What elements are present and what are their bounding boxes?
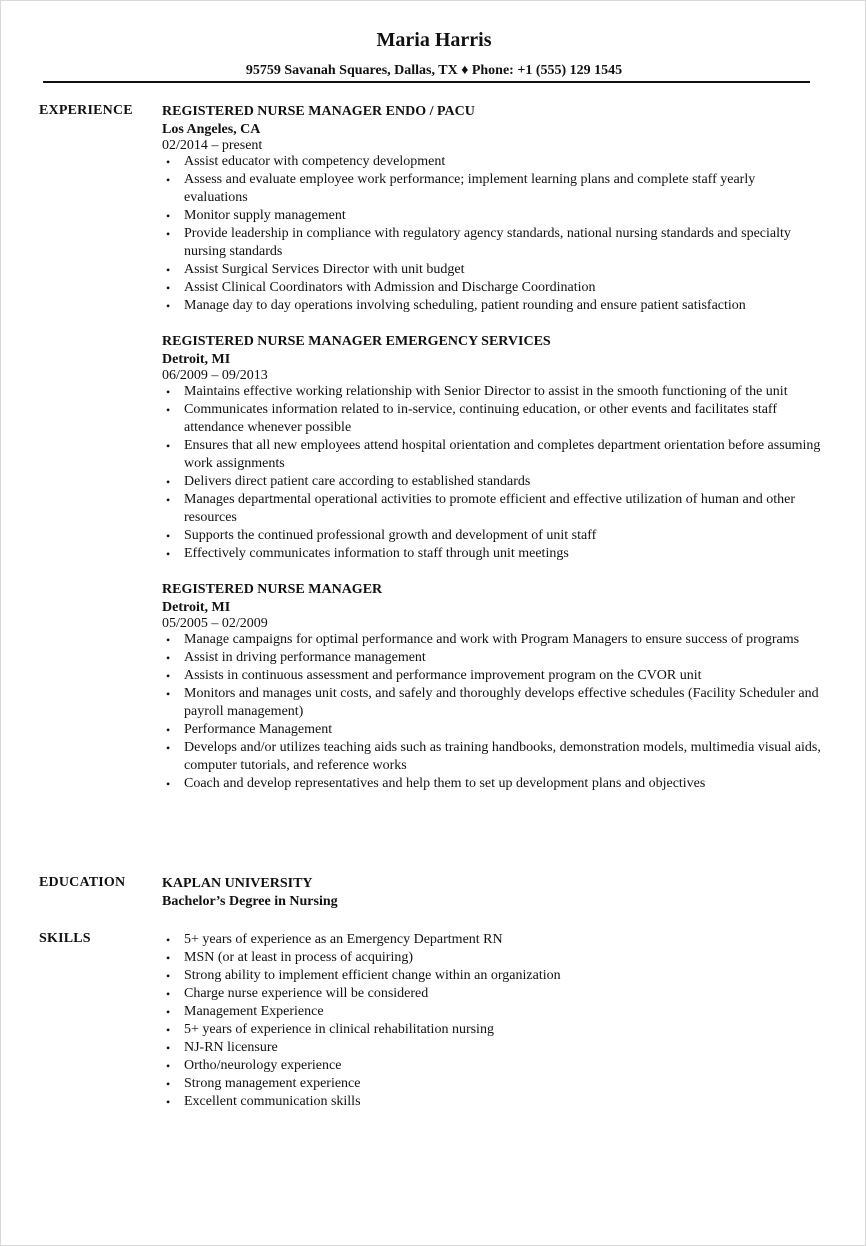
list-item-text: Supports the continued professional growth and development of unit staff xyxy=(184,528,597,543)
list-item xyxy=(162,527,822,545)
bullet-icon: • xyxy=(166,633,171,647)
list-item-text: Ortho/neurology experience xyxy=(184,1058,342,1073)
list-item-text: Strong management experience xyxy=(184,1076,361,1091)
job-entry xyxy=(162,103,822,315)
list-item xyxy=(162,967,822,985)
list-item xyxy=(162,437,822,473)
job-location: Detroit, MI xyxy=(162,352,231,367)
job-dates: 05/2005 – 02/2009 xyxy=(162,616,268,631)
list-item xyxy=(162,207,822,225)
job-location: Detroit, MI xyxy=(162,600,231,615)
list-item xyxy=(162,1093,822,1111)
list-item xyxy=(162,401,822,437)
list-item-text: 5+ years of experience in clinical rehabilitation nursing xyxy=(184,1022,494,1037)
list-item xyxy=(162,225,822,261)
list-item xyxy=(162,491,822,527)
list-item-text: Charge nurse experience will be considered xyxy=(184,986,429,1001)
education-body xyxy=(162,875,822,911)
job-duties xyxy=(162,153,822,315)
list-item xyxy=(162,545,822,563)
job-entry xyxy=(162,581,822,793)
experience-body xyxy=(162,103,822,811)
section-heading-skills: SKILLS xyxy=(39,931,91,946)
bullet-icon: • xyxy=(166,529,171,543)
list-item-text: Performance Management xyxy=(184,722,333,737)
job-dates: 06/2009 – 09/2013 xyxy=(162,368,268,383)
list-item xyxy=(162,949,822,967)
bullet-icon: • xyxy=(166,403,171,417)
list-item-text: Excellent communication skills xyxy=(184,1094,361,1109)
list-item xyxy=(162,171,822,207)
list-item-text: Delivers direct patient care according to established standards xyxy=(184,474,531,489)
bullet-icon: • xyxy=(166,155,171,169)
list-item-text: MSN (or at least in process of acquiring) xyxy=(184,950,413,965)
bullet-icon: • xyxy=(166,1059,171,1073)
list-item-text: Provide leadership in compliance with regulatory agency standards, national nursing standards and specialty nursing standards xyxy=(184,226,791,259)
list-item-text: Assist Surgical Services Director with unit budget xyxy=(184,262,465,277)
list-item-text: 5+ years of experience as an Emergency Department RN xyxy=(184,932,503,947)
list-item-text: Effectively communicates information to staff through unit meetings xyxy=(184,546,569,561)
job-entry xyxy=(162,333,822,563)
job-dates: 02/2014 – present xyxy=(162,138,263,153)
list-item xyxy=(162,631,822,649)
list-item-text: Manages departmental operational activities to promote efficient and effective utilization of human and other resources xyxy=(184,492,795,525)
bullet-icon: • xyxy=(166,969,171,983)
list-item xyxy=(162,297,822,315)
bullet-icon: • xyxy=(166,173,171,187)
list-item-text: Assists in continuous assessment and performance improvement program on the CVOR unit xyxy=(184,668,702,683)
list-item-text: Coach and develop representatives and help them to set up development plans and objectives xyxy=(184,776,706,791)
list-item-text: Management Experience xyxy=(184,1004,324,1019)
section-heading-education: EDUCATION xyxy=(39,875,126,890)
list-item xyxy=(162,667,822,685)
bullet-icon: • xyxy=(166,209,171,223)
bullet-icon: • xyxy=(166,263,171,277)
list-item xyxy=(162,985,822,1003)
bullet-icon: • xyxy=(166,1095,171,1109)
list-item-text: Assist Clinical Coordinators with Admission and Discharge Coordination xyxy=(184,280,596,295)
list-item xyxy=(162,649,822,667)
skills-body xyxy=(162,931,822,1111)
header-divider xyxy=(43,81,810,83)
list-item xyxy=(162,739,822,775)
bullet-icon: • xyxy=(166,651,171,665)
bullet-icon: • xyxy=(166,951,171,965)
job-title: REGISTERED NURSE MANAGER EMERGENCY SERVICES xyxy=(162,334,551,349)
bullet-icon: • xyxy=(166,687,171,701)
bullet-icon: • xyxy=(166,1077,171,1091)
list-item xyxy=(162,473,822,491)
list-item xyxy=(162,1021,822,1039)
list-item xyxy=(162,1039,822,1057)
bullet-icon: • xyxy=(166,1041,171,1055)
bullet-icon: • xyxy=(166,547,171,561)
job-duties xyxy=(162,631,822,793)
list-item xyxy=(162,775,822,793)
list-item-text: NJ-RN licensure xyxy=(184,1040,278,1055)
list-item xyxy=(162,721,822,739)
bullet-icon: • xyxy=(166,281,171,295)
list-item xyxy=(162,261,822,279)
bullet-icon: • xyxy=(166,475,171,489)
bullet-icon: • xyxy=(166,299,171,313)
bullet-icon: • xyxy=(166,227,171,241)
list-item xyxy=(162,685,822,721)
list-item-text: Monitor supply management xyxy=(184,208,346,223)
job-title: REGISTERED NURSE MANAGER xyxy=(162,582,383,597)
bullet-icon: • xyxy=(166,987,171,1001)
skills-list xyxy=(162,931,822,1111)
list-item-text: Manage day to day operations involving scheduling, patient rounding and ensure patient satisfaction xyxy=(184,298,746,313)
list-item-text: Maintains effective working relationship with Senior Director to assist in the smooth functioning of the unit xyxy=(184,384,788,399)
degree-name: Bachelor’s Degree in Nursing xyxy=(162,894,338,909)
list-item-text: Monitors and manages unit costs, and safely and thoroughly develops effective schedules (Facility Scheduler and payroll management) xyxy=(184,686,819,719)
section-heading-experience: EXPERIENCE xyxy=(39,103,133,118)
list-item-text: Assess and evaluate employee work performance; implement learning plans and complete staff yearly evaluations xyxy=(184,172,756,205)
list-item-text: Ensures that all new employees attend hospital orientation and completes department orientation before assuming work assignments xyxy=(184,438,821,471)
list-item xyxy=(162,931,822,949)
bullet-icon: • xyxy=(166,493,171,507)
bullet-icon: • xyxy=(166,1023,171,1037)
bullet-icon: • xyxy=(166,669,171,683)
bullet-icon: • xyxy=(166,723,171,737)
job-duties xyxy=(162,383,822,563)
list-item xyxy=(162,1003,822,1021)
list-item xyxy=(162,153,822,171)
list-item-text: Manage campaigns for optimal performance and work with Program Managers to ensure success of programs xyxy=(184,632,800,647)
list-item xyxy=(162,1075,822,1093)
job-title: REGISTERED NURSE MANAGER ENDO / PACU xyxy=(162,104,475,119)
job-location: Los Angeles, CA xyxy=(162,122,261,137)
bullet-icon: • xyxy=(166,439,171,453)
contact-line: 95759 Savanah Squares, Dallas, TX ♦ Phone: +1 (555) 129 1545 xyxy=(245,63,623,78)
bullet-icon: • xyxy=(166,1005,171,1019)
list-item-text: Strong ability to implement efficient change within an organization xyxy=(184,968,561,983)
bullet-icon: • xyxy=(166,741,171,755)
list-item-text: Communicates information related to in-service, continuing education, or other events and facilitates staff attendance whenever possible xyxy=(184,402,777,435)
list-item xyxy=(162,279,822,297)
bullet-icon: • xyxy=(166,777,171,791)
list-item xyxy=(162,383,822,401)
bullet-icon: • xyxy=(166,933,171,947)
bullet-icon: • xyxy=(166,385,171,399)
list-item-text: Assist in driving performance management xyxy=(184,650,426,665)
candidate-name: Maria Harris xyxy=(376,29,492,51)
list-item xyxy=(162,1057,822,1075)
school-name: KAPLAN UNIVERSITY xyxy=(162,876,313,891)
list-item-text: Assist educator with competency development xyxy=(184,154,446,169)
list-item-text: Develops and/or utilizes teaching aids such as training handbooks, demonstration models, multimedia visual aids, computer tutorials, and reference works xyxy=(184,740,821,773)
